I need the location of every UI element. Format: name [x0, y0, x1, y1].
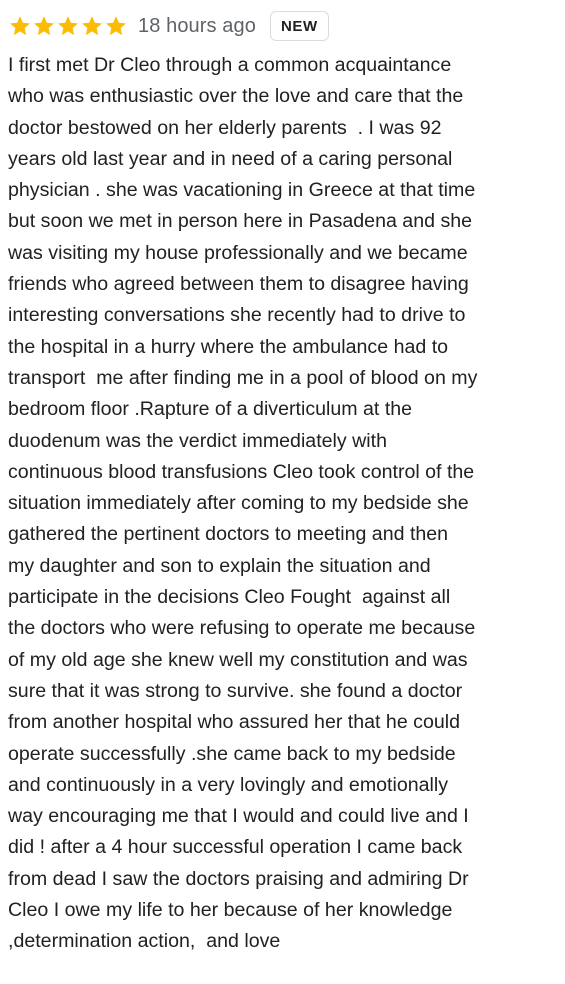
review-text-line: gathered the pertinent doctors to meeting and then: [8, 523, 449, 546]
review-text-line: duodenum was the verdict immediately with: [8, 429, 387, 452]
review-text-line: friends who agreed between them to disagree having: [8, 273, 469, 296]
new-badge: NEW: [270, 11, 329, 41]
review-text-line: doctor bestowed on her elderly parents . I was 92: [8, 116, 442, 139]
review-text-line: bedroom floor .Rapture of a diverticulum at the: [8, 398, 413, 421]
review-meta-row: [8, 10, 565, 42]
review-text-line: from dead I saw the doctors praising and admiring Dr: [8, 867, 469, 890]
review-text-line: who was enthusiastic over the love and care that the: [8, 85, 464, 108]
star-icon: [8, 14, 32, 38]
star-icon: [32, 14, 56, 38]
review-text-line: did ! after a 4 hour successful operation I came back: [8, 836, 463, 859]
review-text-line: was visiting my house professionally and we became: [8, 241, 468, 264]
review-text-line: my daughter and son to explain the situation and: [8, 554, 431, 577]
review-text-line: participate in the decisions Cleo Fought against all: [8, 586, 451, 609]
review-text-line: Cleo I owe my life to her because of her knowledge: [8, 899, 453, 922]
review-text-line: situation immediately after coming to my bedside she: [8, 492, 469, 515]
review-text-line: transport me after finding me in a pool of blood on my: [8, 366, 478, 389]
review-text-line: way encouraging me that I would and could live and I: [8, 805, 469, 828]
review-text: [8, 50, 558, 958]
review-time: 18 hours ago: [138, 14, 256, 37]
review-text-line: the hospital in a hurry where the ambulance had to: [8, 335, 449, 358]
review-text-line: the doctors who were refusing to operate me because: [8, 617, 476, 640]
review-text-line: operate successfully .she came back to my bedside: [8, 742, 456, 765]
review-text-line: ,determination action, and love: [8, 930, 281, 953]
review-text-line: from another hospital who assured her that he could: [8, 711, 461, 734]
review-text-line: I first met Dr Cleo through a common acquaintance: [8, 54, 452, 76]
star-rating: [8, 14, 128, 38]
star-icon: [104, 14, 128, 38]
review-text-line: physician . she was vacationing in Greece at that time: [8, 179, 476, 202]
review-text-line: sure that it was strong to survive. she found a doctor: [8, 679, 463, 702]
review-text-line: of my old age she knew well my constitution and was: [8, 648, 468, 671]
review-text-line: and continuously in a very lovingly and emotionally: [8, 773, 449, 796]
review-text-line: but soon we met in person here in Pasadena and she: [8, 210, 473, 233]
star-icon: [80, 14, 104, 38]
review-text-line: interesting conversations she recently had to drive to: [8, 304, 466, 327]
review-text-line: years old last year and in need of a caring personal: [8, 147, 453, 170]
star-icon: [56, 14, 80, 38]
review-text-line: continuous blood transfusions Cleo took control of the: [8, 460, 475, 483]
